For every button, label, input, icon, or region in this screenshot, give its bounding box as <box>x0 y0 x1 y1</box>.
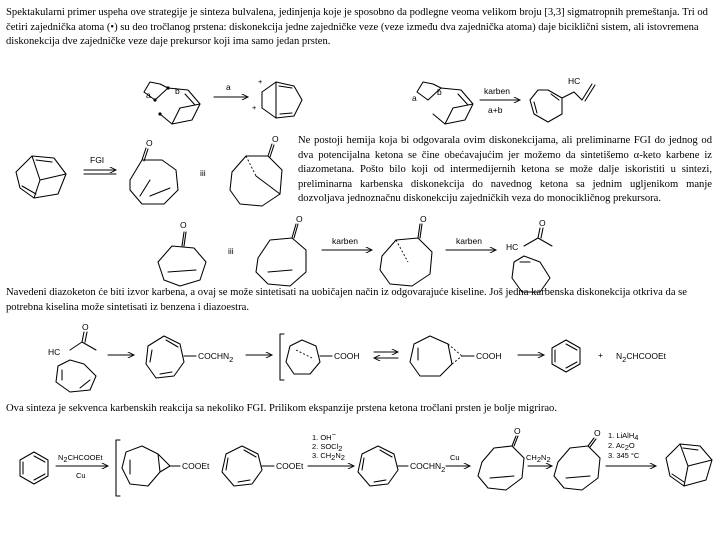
cycloheptatriene-diazoketone-2 <box>358 446 408 486</box>
cochn2-label-1: COCHN2 <box>198 351 234 364</box>
final-step-2: 2. Ac2O <box>608 441 635 452</box>
cooh-label-1: COOH <box>334 351 360 361</box>
benzene-1 <box>552 340 580 372</box>
norcaradiene-ester <box>116 440 180 496</box>
intro-paragraph: Spektakularni primer uspeha ove strategije je sinteza bulvalena, jedinjenja koje je sposobno da podlegne veoma velikom broju [3,3] sigmatropnih premeštanja. Tri od četiri zajednička atoma (•) su deo tročlanog prstena: diskonekcija jedne zajedničke veze (veze između dva zajednička atoma) daje biciklični sistem, ali istovremena diskonekcija dve zajedničke veze daje prekursor koji ima samo jedan prsten. <box>6 7 708 47</box>
label-karben-2: karben <box>332 236 358 246</box>
step-2: 2. SOCl2 <box>312 442 343 453</box>
hc-label-3: HC <box>48 347 61 357</box>
svg-text:O: O <box>146 138 153 148</box>
benzene-2 <box>20 452 48 484</box>
scheme-2 <box>16 134 552 292</box>
bullvalene-left <box>16 156 66 198</box>
bicyclic-product <box>252 77 302 118</box>
bullvalene-final <box>666 444 712 486</box>
hc-label-1: HC <box>568 76 581 86</box>
step-1: 1. OH− <box>312 430 336 442</box>
fgi-paragraph: Ne postoji hemija koja bi odgovarala ovim diskonekcijama, ali preliminarne FGI do jednog od dva potencijalna ketona se čine obećavajućim jer možemo da sintetišemo α-keto karbene iz diazometana. Pošto bilo koji od intermedijernih ketona se može dalje iskoristiti u sintezi, preliminarna karbenska diskonekcija do navednog ketona sa jednim ugljenikom manje dozvoljava jednoznačnu diskonekciju zajedničkih veza do monocikličnog prekursora. <box>298 135 712 204</box>
svg-text:+: + <box>252 103 257 112</box>
svg-text:O: O <box>180 220 187 230</box>
ketone-4 <box>256 214 306 286</box>
iii-label-1: iii <box>200 168 206 178</box>
hc-label-2: HC <box>506 242 519 252</box>
svg-text:O: O <box>539 218 546 228</box>
svg-text:O: O <box>514 426 521 436</box>
svg-text:O: O <box>272 134 279 144</box>
cooet-label-1: COOEt <box>182 461 210 471</box>
cu-label-2: Cu <box>450 453 460 462</box>
iii-label-2: iii <box>228 246 234 256</box>
bullvalene-structure-1 <box>144 82 200 124</box>
alkyne-ketone <box>512 218 552 292</box>
svg-text:O: O <box>82 322 89 332</box>
summary-paragraph: Ova sinteza je sekvenca karbenskih reakcija sa nekoliko FGI. Prilikom ekspanzije prstena ketona tročlani prsten je bolje migrirao. <box>6 403 557 414</box>
svg-text:O: O <box>420 214 427 224</box>
scheme-1 <box>144 76 595 124</box>
cycloheptatriene-alkyne <box>530 84 595 122</box>
bullvalene-structure-2 <box>417 82 473 124</box>
cooh-label-2: COOH <box>476 351 502 361</box>
bracket-structure <box>280 334 332 380</box>
norcaradiene-acid <box>410 336 474 376</box>
scheme-4 <box>20 426 712 496</box>
svg-text:O: O <box>594 428 601 438</box>
step-3: 3. CH2N2 <box>312 451 345 462</box>
cooet-label-2: COOEt <box>276 461 304 471</box>
label-b-1: b <box>175 86 180 96</box>
label-karben-1: karben <box>484 86 510 96</box>
cycloheptatriene-ester <box>222 446 274 486</box>
reagent-diazoester: N2CHCOOEt <box>58 453 103 464</box>
diazoketone-paragraph: Navedeni diazoketon će biti izvor karbena, a ovaj se može sintetisati na uobičajen način iz odgovarajuće kiseline. Još jedna karbenska diskonekcija otkriva da se potrebna kiselina može sintetisati iz benzena i diazoestra. <box>6 287 687 313</box>
svg-text:O: O <box>296 214 303 224</box>
ketone-5 <box>380 214 432 286</box>
final-step-1: 1. LiAlH4 <box>608 431 639 442</box>
label-ab: a+b <box>488 105 503 115</box>
label-a-2: a <box>412 93 417 103</box>
label-a-arrow: a <box>226 82 231 92</box>
label-a-1: a <box>146 90 151 100</box>
diazoester-reagent: N2CHCOOEt <box>616 351 666 364</box>
tricyclic-ketone-1 <box>478 426 524 490</box>
cycloheptatriene-diazoketone <box>146 336 196 378</box>
label-b-2: b <box>437 87 442 97</box>
cochn2-label-2: COCHN2 <box>410 461 446 474</box>
fgi-label: FGI <box>90 155 105 165</box>
plus-sign-1: + <box>598 350 603 360</box>
ketone-1 <box>130 138 178 204</box>
svg-text:+: + <box>258 77 263 86</box>
reagent-cu-1: Cu <box>76 471 86 480</box>
tricyclic-ketone-2 <box>554 428 601 490</box>
final-step-3: 3. 345 °C <box>608 451 640 460</box>
scheme-3 <box>48 322 667 392</box>
ketone-3 <box>158 220 206 286</box>
diazo-precursor <box>56 322 96 392</box>
ch2n2-label: CH2N2 <box>526 453 551 464</box>
label-karben-3: karben <box>456 236 482 246</box>
ketone-2 <box>230 134 282 206</box>
